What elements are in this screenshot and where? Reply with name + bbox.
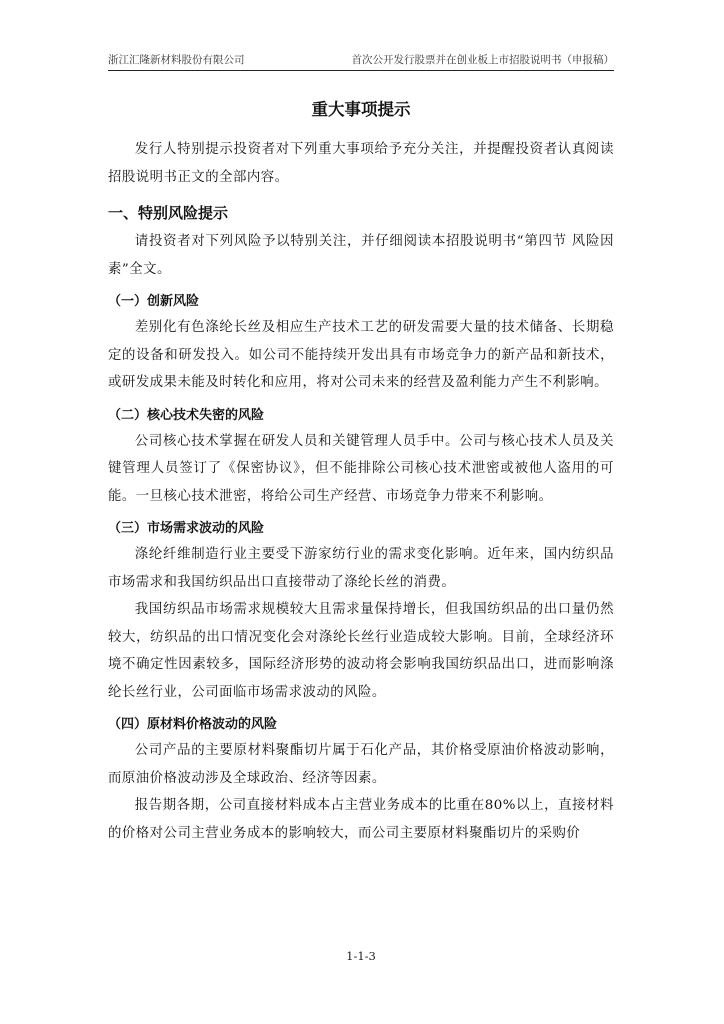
paragraph: 涤纶纤维制造行业主要受下游家纺行业的需求变化影响。近年来，国内纺织品市场需求和我国纺织品出口直接带动了涤纶长丝的消费。	[108, 547, 614, 590]
intro-paragraph: 发行人特别提示投资者对下列重大事项给予充分关注，并提醒投资者认真阅读招股说明书正文的全部内容。	[108, 142, 614, 185]
section-heading: 一、特别风险提示	[108, 204, 229, 222]
paragraph: 我国纺织品市场需求规模较大且需求量保持增长，但我国纺织品的出口量仍然较大，纺织品的出口情况变化会对涤纶长丝行业造成较大影响。目前，全球经济环境不确定性因素较多，国际经济形势的波动将会影响我国纺织品出口，进而影响涤纶长丝行业，公司面临市场需求波动的风险。	[108, 602, 614, 700]
subsection-heading-market-demand-risk: （三）市场需求波动的风险	[108, 521, 265, 536]
section-intro-paragraph: 请投资者对下列风险予以特别关注，并仔细阅读本招股说明书“第四节 风险因素”全文。	[108, 234, 614, 277]
document-body	[108, 136, 614, 847]
subsection-heading-core-tech-risk: （二）核心技术失密的风险	[108, 407, 265, 423]
page-number: 1-1-3	[346, 949, 376, 963]
page-title: 重大事项提示	[311, 100, 411, 119]
paragraph: 公司核心技术掌握在研发人员和关键管理人员手中。公司与核心技术人员及关键管理人员签订了《保密协议》，但不能排除公司核心技术泄密或被他人盗用的可能。一旦核心技术泄密，将给公司生产经营、市场竞争力带来不利影响。	[108, 433, 614, 504]
subsection-heading-raw-material-risk: （四）原材料价格波动的风险	[108, 717, 278, 732]
paragraph: 报告期各期，公司直接材料成本占主营业务成本的比重在80%以上，直接材料的价格对公司主营业务成本的影响较大，而公司主要原材料聚酯切片的采购价	[108, 798, 614, 841]
paragraph: 差别化有色涤纶长丝及相应生产技术工艺的研发需要大量的技术储备、长期稳定的设备和研发投入。如公司不能持续开发出具有市场竞争力的新产品和新技术，或研发成果未能及时转化和应用，将对公司未来的经营及盈利能力产生不利影响。	[108, 320, 614, 390]
header-company-name: 浙江汇隆新材料股份有限公司	[108, 54, 245, 66]
subsection-heading-innovation-risk: （一）创新风险	[108, 294, 200, 309]
page-header	[108, 50, 614, 71]
header-document-title: 首次公开发行股票并在创业板上市招股说明书（申报稿）	[351, 54, 614, 66]
paragraph: 公司产品的主要原材料聚酯切片属于石化产品，其价格受原油价格波动影响，而原油价格波动涉及全球政治、经济等因素。	[108, 743, 614, 786]
